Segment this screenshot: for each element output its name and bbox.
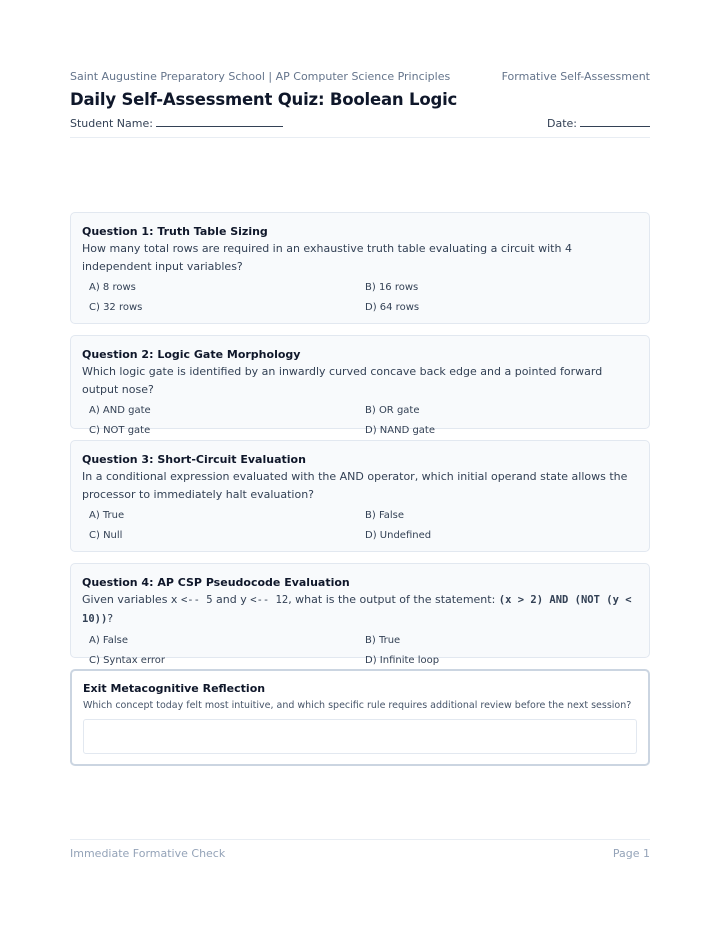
option-a[interactable]: A) AND gate [89,405,151,416]
text-segment: and y [212,593,251,606]
school-course-line: Saint Augustine Preparatory School | AP Computer Science Principles [70,70,451,83]
option-a[interactable]: A) 8 rows [89,282,136,293]
option-b[interactable]: B) OR gate [365,405,420,416]
assessment-type: Formative Self-Assessment [501,70,650,83]
question-title: Question 4: AP CSP Pseudocode Evaluation [82,576,350,589]
page-title: Daily Self-Assessment Quiz: Boolean Logic [70,90,458,109]
question-text [82,591,638,628]
question-title: Question 3: Short-Circuit Evaluation [82,453,306,466]
student-name-field [70,116,283,130]
page-number: Page 1 [612,847,650,860]
date-label: Date: [547,117,577,130]
option-c[interactable]: C) 32 rows [89,301,143,313]
code-statement: (x > 2) AND (NOT (y < 10)) [82,594,632,625]
reflection-response-box[interactable] [83,719,637,754]
code-assign-y: <-- 12 [250,594,289,606]
question-text: How many total rows are required in an exhaustive truth table evaluating a circuit with 4 independent input variables? [82,242,572,273]
footer-label: Immediate Formative Check [70,847,226,860]
option-a[interactable]: A) True [89,510,125,521]
option-b[interactable]: B) True [365,635,401,646]
student-name-blank[interactable] [156,116,283,127]
question-card-1 [70,212,650,324]
question-card-3 [70,440,650,552]
option-a[interactable]: A) False [89,635,129,646]
text-segment: Given variables x [82,593,181,606]
option-d[interactable]: D) NAND gate [365,424,436,436]
student-name-label: Student Name: [70,117,153,130]
quiz-page [70,0,650,932]
student-meta-row [70,116,650,130]
reflection-card [70,669,650,766]
answer-options [82,631,638,670]
header-top [70,70,650,83]
footer [70,847,650,860]
reflection-title: Exit Metacognitive Reflection [83,682,266,695]
date-blank[interactable] [580,116,650,127]
option-c[interactable]: C) Syntax error [89,654,166,666]
option-d[interactable]: D) 64 rows [365,301,420,313]
option-d[interactable]: D) Infinite loop [365,654,440,666]
option-d[interactable]: D) Undefined [365,529,432,541]
footer-divider [70,839,650,840]
option-c[interactable]: C) Null [89,529,123,541]
text-segment: ? [107,611,114,625]
option-b[interactable]: B) False [365,510,405,521]
question-text: Which logic gate is identified by an inwardly curved concave back edge and a pointed forward output nose? [82,365,603,396]
answer-options [82,401,638,440]
question-title: Question 2: Logic Gate Morphology [82,348,301,361]
text-segment: , what is the output of the statement: [288,593,499,606]
code-assign-x: <-- 5 [180,594,213,606]
option-c[interactable]: C) NOT gate [89,424,151,436]
option-b[interactable]: B) 16 rows [365,282,419,293]
reflection-prompt: Which concept today felt most intuitive, and which specific rule requires additional review before the next session? [83,700,632,711]
question-text: In a conditional expression evaluated with the AND operator, which initial operand state allows the processor to immediately halt evaluation? [82,470,628,501]
question-card-2 [70,335,650,436]
answer-options [82,506,638,545]
answer-options [82,278,638,317]
header-divider [70,137,650,138]
question-title: Question 1: Truth Table Sizing [82,225,268,238]
question-card-4 [70,563,650,666]
date-field [547,116,650,130]
